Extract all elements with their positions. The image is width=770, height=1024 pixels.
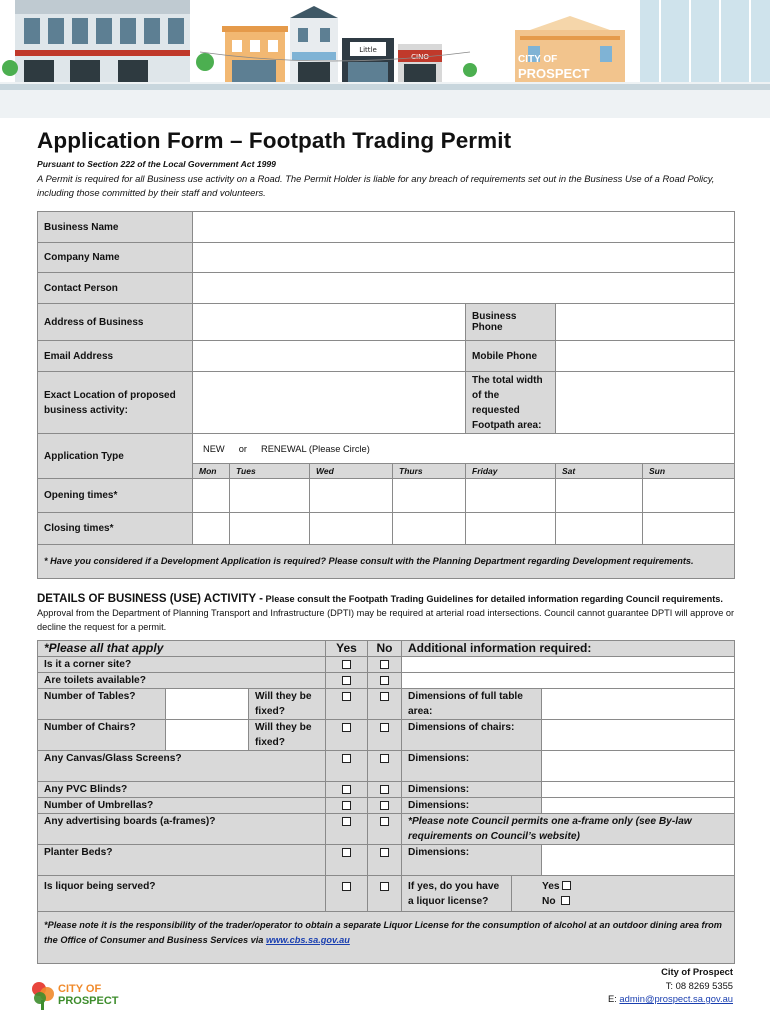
details-section	[37, 592, 737, 634]
tables-fixed-yes-checkbox[interactable]	[342, 692, 351, 701]
dim-planter-field[interactable]	[542, 845, 735, 876]
app-type-or: or	[238, 443, 247, 454]
day-header: Wed	[310, 464, 393, 479]
pvc-yes-checkbox[interactable]	[342, 785, 351, 794]
yes-header: Yes	[326, 641, 368, 657]
opening-time-cell[interactable]	[310, 479, 393, 513]
contact-person-label: Contact Person	[38, 273, 193, 304]
closing-time-cell[interactable]	[230, 513, 310, 545]
opening-time-cell[interactable]	[193, 479, 230, 513]
corner-site-yes-checkbox[interactable]	[342, 660, 351, 669]
email-field[interactable]	[193, 341, 466, 372]
dim-umbrellas-field[interactable]	[542, 798, 735, 814]
business-details-table	[37, 211, 735, 579]
address-label: Address of Business	[38, 304, 193, 341]
planter-no-checkbox[interactable]	[380, 848, 389, 857]
exact-location-field[interactable]	[193, 372, 466, 434]
opening-time-cell[interactable]	[556, 479, 643, 513]
pvc-question: Any PVC Blinds?	[38, 782, 326, 798]
email-label: Email Address	[38, 341, 193, 372]
day-header: Tues	[230, 464, 310, 479]
canvas-yes-checkbox[interactable]	[342, 754, 351, 763]
dim-umbrellas-label: Dimensions:	[402, 798, 542, 814]
business-phone-field[interactable]	[556, 304, 735, 341]
details-consult: Please consult the Footpath Trading Guidelines for detailed information regarding Council requirements.	[265, 594, 723, 604]
dim-pvc-label: Dimensions:	[402, 782, 542, 798]
toilets-question: Are toilets available?	[38, 673, 326, 689]
day-header: Friday	[466, 464, 556, 479]
liquor-note-text: *Please note it is the responsibility of the trader/operator to obtain a separate Liquor License for the consumption of alcohol at an outdoor dining area from the Office of Consumer and Business Services via	[44, 920, 722, 945]
closing-time-cell[interactable]	[556, 513, 643, 545]
opening-times-label: Opening times*	[38, 479, 193, 513]
footer-email-prefix: E:	[607, 993, 617, 1004]
umbrellas-question: Number of Umbrellas?	[38, 798, 326, 814]
application-type-label: Application Type	[38, 434, 193, 479]
pvc-no-checkbox[interactable]	[380, 785, 389, 794]
mobile-phone-label: Mobile Phone	[466, 341, 556, 372]
svg-text:CITY OF: CITY OF	[518, 54, 558, 65]
closing-time-cell[interactable]	[466, 513, 556, 545]
num-tables-field[interactable]	[166, 689, 249, 720]
closing-time-cell[interactable]	[193, 513, 230, 545]
logo-text-prospect: PROSPECT	[58, 995, 119, 1007]
license-yes-checkbox[interactable]	[562, 881, 571, 890]
corner-site-no-checkbox[interactable]	[380, 660, 389, 669]
liquor-yes-checkbox[interactable]	[342, 882, 351, 891]
dim-canvas-field[interactable]	[542, 751, 735, 782]
development-application-note: * Have you considered if a Development Application is required? Please consult with the Planning Department regarding Development requirements.	[38, 545, 735, 579]
num-chairs-question: Number of Chairs?	[38, 720, 166, 751]
chairs-fixed-no-checkbox[interactable]	[380, 723, 389, 732]
cbs-link[interactable]: www.cbs.sa.gov.au	[265, 935, 350, 945]
license-no-label: No	[542, 896, 556, 907]
svg-text:PROSPECT: PROSPECT	[518, 66, 590, 81]
aframe-note: *Please note Council permits one a-frame only (see By-law requirements on Council’s website)	[402, 814, 735, 845]
exact-location-label: Exact Location of proposed business activity:	[38, 372, 193, 434]
app-type-renewal[interactable]: RENEWAL (Please Circle)	[260, 443, 370, 454]
license-yes-label: Yes	[542, 881, 560, 892]
dim-canvas-label: Dimensions:	[402, 751, 542, 782]
closing-time-cell[interactable]	[643, 513, 735, 545]
aframes-yes-checkbox[interactable]	[342, 817, 351, 826]
dim-tables-label: Dimensions of full table area:	[402, 689, 542, 720]
day-header: Thurs	[393, 464, 466, 479]
toilets-info-field[interactable]	[402, 673, 735, 689]
liquor-no-checkbox[interactable]	[380, 882, 389, 891]
closing-time-cell[interactable]	[310, 513, 393, 545]
company-name-label: Company Name	[38, 243, 193, 273]
closing-time-cell[interactable]	[393, 513, 466, 545]
shop-sign-little: Little	[359, 46, 377, 54]
company-name-field[interactable]	[193, 243, 735, 273]
footer-org: City of Prospect	[661, 966, 733, 977]
total-width-label: The total width of the requested Footpath area:	[466, 372, 556, 434]
planter-question: Planter Beds?	[38, 845, 326, 876]
contact-person-field[interactable]	[193, 273, 735, 304]
corner-site-info-field[interactable]	[402, 657, 735, 673]
business-name-label: Business Name	[38, 212, 193, 243]
prospect-logo-icon	[30, 980, 56, 1010]
closing-times-label: Closing times*	[38, 513, 193, 545]
intro-text: A Permit is required for all Business use activity on a Road. The Permit Holder is liable for any breach of requirements set out in the Business Use of a Road Policy, including those committed by their staff and volunteers.	[37, 173, 715, 198]
corner-site-question: Is it a corner site?	[38, 657, 326, 673]
shop-sign-cino: CINO	[411, 53, 429, 61]
no-header: No	[368, 641, 402, 657]
dim-planter-label: Dimensions:	[402, 845, 542, 876]
total-width-field[interactable]	[556, 372, 735, 434]
dim-tables-field[interactable]	[542, 689, 735, 720]
details-heading: DETAILS OF BUSINESS (USE) ACTIVITY -	[37, 593, 263, 605]
liquor-license-question: If yes, do you have a liquor license?	[402, 876, 512, 912]
application-type-options[interactable]	[193, 434, 735, 464]
additional-info-header: Additional information required:	[402, 641, 735, 657]
legislation-reference: Pursuant to Section 222 of the Local Government Act 1999	[37, 159, 276, 169]
business-phone-label: Business Phone	[466, 304, 556, 341]
header-banner	[0, 0, 770, 118]
footer-phone: T: 08 8269 5355	[665, 979, 733, 991]
contact-footer	[608, 965, 733, 1006]
liquor-license-options	[512, 876, 735, 912]
canvas-no-checkbox[interactable]	[380, 754, 389, 763]
planter-yes-checkbox[interactable]	[342, 848, 351, 857]
chairs-fixed-yes-checkbox[interactable]	[342, 723, 351, 732]
address-field[interactable]	[193, 304, 466, 341]
num-tables-question: Number of Tables?	[38, 689, 166, 720]
dim-chairs-field[interactable]	[542, 720, 735, 751]
mobile-phone-field[interactable]	[556, 341, 735, 372]
chairs-fixed-question: Will they be fixed?	[249, 720, 326, 751]
opening-time-cell[interactable]	[466, 479, 556, 513]
license-no-checkbox[interactable]	[561, 896, 570, 905]
dim-pvc-field[interactable]	[542, 782, 735, 798]
day-header: Sun	[643, 464, 735, 479]
umbrellas-yes-checkbox[interactable]	[342, 801, 351, 810]
canvas-question: Any Canvas/Glass Screens?	[38, 751, 326, 782]
city-of-prospect-logo	[30, 980, 140, 1012]
activity-table	[37, 640, 735, 964]
tables-fixed-question: Will they be fixed?	[249, 689, 326, 720]
app-type-new[interactable]: NEW	[203, 443, 225, 454]
liquor-question: Is liquor being served?	[38, 876, 326, 912]
dim-chairs-label: Dimensions of chairs:	[402, 720, 542, 751]
streetscape-illustration	[0, 0, 770, 118]
apply-all-header: *Please all that apply	[38, 641, 326, 657]
umbrellas-no-checkbox[interactable]	[380, 801, 389, 810]
opening-time-cell[interactable]	[230, 479, 310, 513]
page-title: Application Form – Footpath Trading Permit	[37, 128, 512, 153]
opening-time-cell[interactable]	[393, 479, 466, 513]
day-header: Mon	[193, 464, 230, 479]
day-header: Sat	[556, 464, 643, 479]
liquor-license-note	[38, 912, 735, 964]
logo-text-cityof: CITY OF	[58, 983, 102, 995]
toilets-yes-checkbox[interactable]	[342, 676, 351, 685]
business-name-field[interactable]	[193, 212, 735, 243]
tables-fixed-no-checkbox[interactable]	[380, 692, 389, 701]
num-chairs-field[interactable]	[166, 720, 249, 751]
details-approval: Approval from the Department of Planning Transport and Infrastructure (DPTI) may be required at arterial road intersections. Council cannot guarantee DPTI will approve or decline the request for a permit.	[37, 608, 735, 632]
toilets-no-checkbox[interactable]	[380, 676, 389, 685]
aframes-no-checkbox[interactable]	[380, 817, 389, 826]
footer-email-link[interactable]: admin@prospect.sa.gov.au	[619, 993, 733, 1004]
aframes-question: Any advertising boards (a-frames)?	[38, 814, 326, 845]
opening-time-cell[interactable]	[643, 479, 735, 513]
